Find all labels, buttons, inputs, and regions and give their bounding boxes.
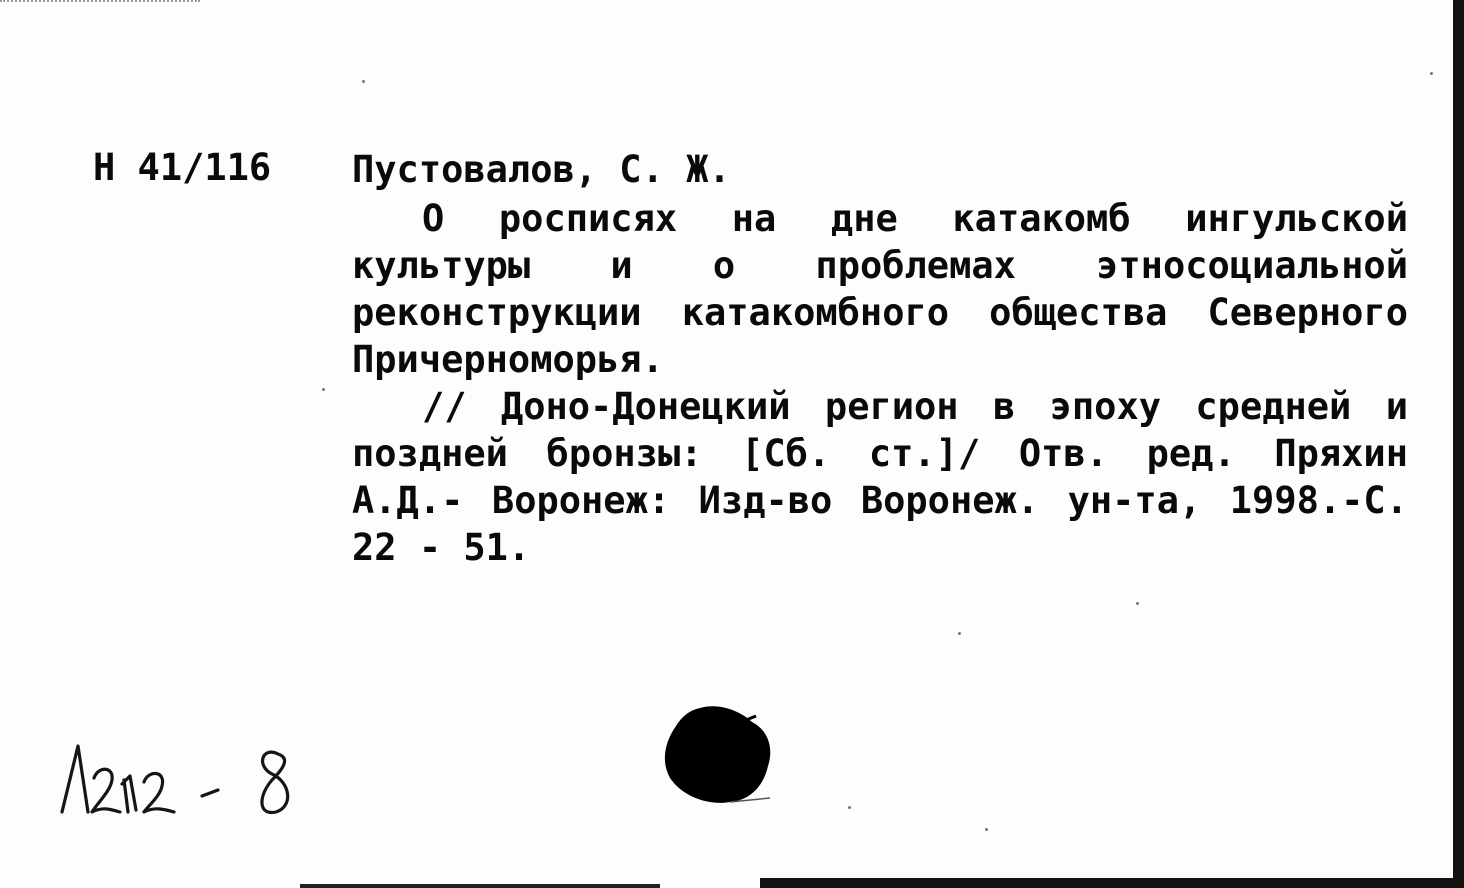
work-title: О росписях на дне катакомб ингульской культуры и о проблемах этносоциальной реконструкции катакомбного общества Северного Причерноморья. [352,197,1408,381]
scan-edge-dots [0,0,200,5]
scan-speck [322,388,325,391]
handwritten-inventory-number [58,740,318,820]
scan-speck [985,828,988,831]
card-border-bottom-left [300,884,660,888]
scan-speck [958,632,961,635]
scan-speck [1430,72,1433,75]
author-name: Пустовалов, С. Ж. [352,148,731,191]
scan-speck [848,806,851,809]
card-border-right [1453,0,1464,888]
scan-speck [362,80,365,83]
scan-speck [1136,602,1139,605]
shelfmark: Н 41/116 [93,146,272,189]
card-border-bottom [760,878,1464,888]
bibliographic-entry [352,146,1408,571]
ink-blot-stamp [660,700,780,810]
source-citation: // Доно-Донецкий регион в эпоху средней и поздней бронзы: [Сб. ст.]/ Отв. ред. Пряхин А.Д.- Воронеж: Изд-во Воронеж. ун-та, 1998.-С. 22 - 51. [352,385,1408,569]
